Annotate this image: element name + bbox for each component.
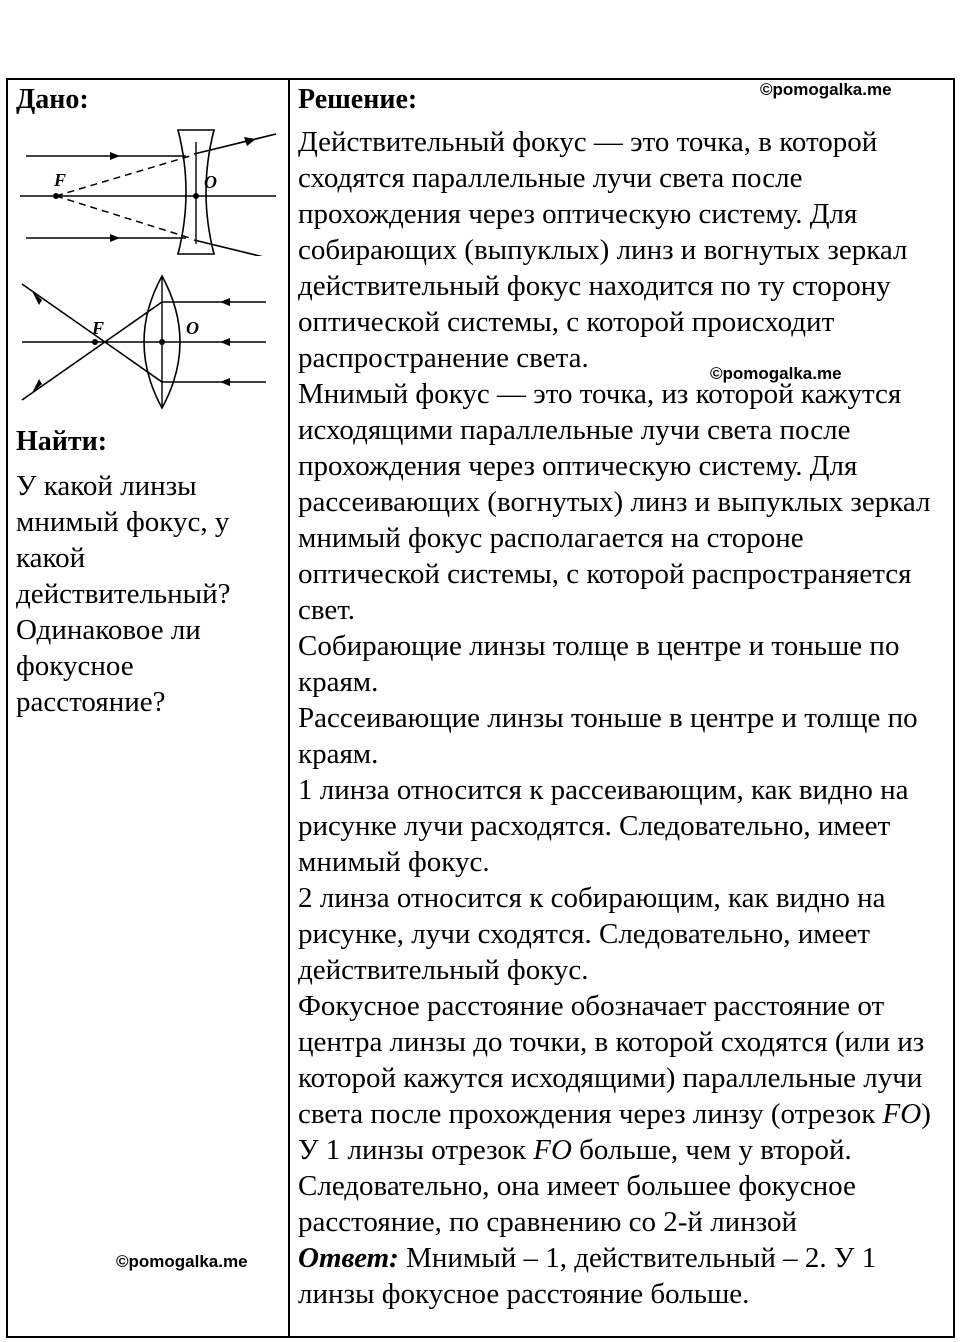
find-question: У какой линзы мнимый фокус, у какой действительный? Одинаковое ли фокусное расстояние? — [16, 470, 231, 718]
watermark-top: ©pomogalka.me — [760, 80, 892, 99]
answer — [298, 1240, 950, 1312]
solution-heading: Решение: — [298, 84, 418, 115]
virtual-focus-definition: Мнимый фокус — это точка, из которой кажутся исходящими параллельные лучи света после прохождения через оптическую систему. Для рассеивающих (вогнутых) линз и выпуклых зеркал мнимый фокус располагается на стороне оптической системы, с которой распространяется свет. — [298, 378, 931, 626]
real-focus-definition: Действительный фокус — это точка, в которой сходятся параллельные лучи света после прохождения через оптическую систему. Для собирающих (выпуклых) линз и вогнутых зеркал действительный фокус находится по ту сторону оптической системы, с которой происходит распространение света. — [298, 126, 908, 374]
refracted-ray-top — [22, 302, 162, 400]
watermark-bottom: ©pomogalka.me — [116, 1252, 248, 1271]
center-label: O — [186, 318, 199, 338]
diverging-lens-diagram — [18, 128, 280, 256]
lens1-analysis: 1 линза относится к рассеивающим, как видно на рисунке лучи расходятся. Следовательно, имеет мнимый фокус. — [298, 774, 909, 878]
segment-label: FO — [882, 1098, 922, 1130]
given-column — [8, 80, 288, 1336]
solution-table — [6, 78, 955, 1338]
virtual-ray-bottom — [56, 196, 190, 238]
find-heading: Найти: — [16, 426, 108, 457]
segment-label: FO — [533, 1134, 572, 1166]
focus-point — [92, 339, 98, 345]
focus-label: F — [92, 318, 105, 338]
lens2-analysis: 2 линза относится к собирающим, как видно на рисунке, лучи сходятся. Следовательно, имеет действительный фокус. — [298, 882, 886, 986]
outgoing-ray-top — [194, 134, 276, 154]
solution-body — [298, 124, 950, 1312]
compare-start: У 1 линзы отрезок — [298, 1134, 534, 1166]
virtual-ray-top — [56, 156, 190, 196]
answer-text: Мнимый – 1, действительный – 2. У 1 линзы фокусное расстояние больше. — [298, 1242, 877, 1310]
focus-label: F — [54, 170, 67, 190]
comparison — [298, 1132, 950, 1240]
compare-end: больше, чем у второй. Следовательно, она имеет большее фокусное расстояние, по сравнению со 2-й линзой — [298, 1134, 856, 1238]
center-point — [193, 193, 199, 199]
focal-def-text: Фокусное расстояние обозначает расстояние от центра линзы до точки, в которой сходятся (или из которой кажутся исходящими) параллельные лучи света после прохождения через линзу (отрезок — [298, 990, 925, 1130]
focal-def-close: ) — [921, 1098, 931, 1130]
converging-lens-description: Собирающие линзы толще в центре и тоньше по краям. — [298, 630, 900, 698]
center-label: O — [204, 172, 217, 192]
diverging-lens-description: Рассеивающие линзы тоньше в центре и толще по краям. — [298, 702, 918, 770]
solution-column — [290, 80, 953, 1336]
answer-label: Ответ: — [298, 1242, 399, 1274]
converging-lens-diagram — [18, 272, 280, 412]
focus-point — [53, 193, 59, 199]
center-point — [159, 339, 165, 345]
focal-length-definition — [298, 988, 950, 1132]
watermark-middle: ©pomogalka.me — [710, 364, 842, 383]
given-heading: Дано: — [16, 84, 89, 115]
